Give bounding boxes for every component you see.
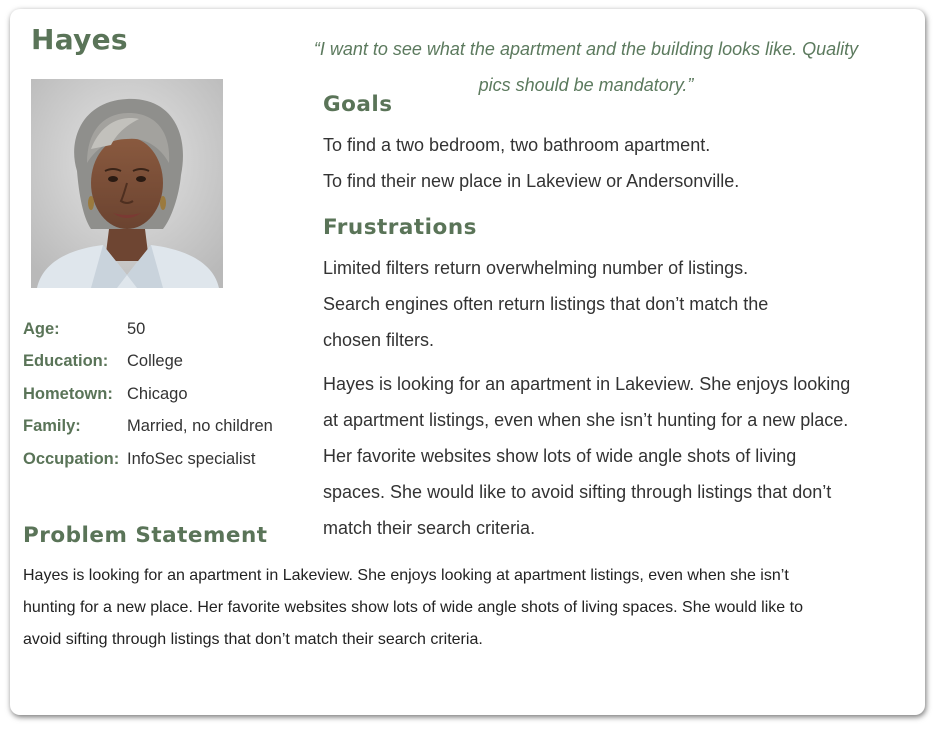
info-value: College: [127, 352, 183, 371]
info-value: InfoSec specialist: [127, 449, 256, 468]
problem-line: Hayes is looking for an apartment in Lakeview. She enjoys looking at apartment listings, even when she isn’t: [23, 567, 789, 584]
goals-heading: Goals: [323, 92, 393, 117]
quote-line: “I want to see what the apartment and the building looks like. Quality: [313, 39, 859, 59]
info-value: Chicago: [127, 384, 188, 403]
bio-line: match their search criteria.: [323, 518, 536, 538]
bio-line: spaces. She would like to avoid sifting through listings that don’t: [323, 482, 832, 502]
frustration-line: Search engines often return listings that don’t match the: [323, 294, 769, 314]
persona-card: [10, 9, 925, 715]
info-label: Hometown:: [23, 384, 113, 403]
info-value: Married, no children: [127, 417, 273, 436]
problem-statement-heading: Problem Statement: [23, 523, 268, 548]
persona-name: Hayes: [31, 23, 128, 56]
bio-line: Her favorite websites show lots of wide angle shots of living: [323, 446, 797, 466]
info-label: Family:: [23, 417, 81, 436]
persona-bio: [323, 366, 850, 546]
frustration-line: Limited filters return overwhelming number of listings.: [323, 258, 749, 278]
problem-line: avoid sifting through listings that don’t match their search criteria.: [23, 631, 483, 648]
frustrations-list: [323, 250, 768, 358]
info-label: Occupation:: [23, 449, 120, 468]
frustrations-heading: Frustrations: [323, 215, 477, 240]
bio-line: Hayes is looking for an apartment in Lakeview. She enjoys looking: [323, 374, 851, 394]
info-value: 50: [127, 319, 146, 338]
bio-line: at apartment listings, even when she isn’t hunting for a new place.: [323, 410, 849, 430]
info-label: Age:: [23, 319, 60, 338]
quote-line: pics should be mandatory.”: [478, 75, 694, 95]
info-row-hometown: [23, 378, 273, 411]
info-label: Education:: [23, 352, 109, 371]
goal-item: To find a two bedroom, two bathroom apartment.: [323, 135, 711, 155]
persona-info-list: [23, 313, 273, 476]
info-row-occupation: [23, 443, 273, 476]
persona-photo: [31, 79, 223, 288]
person-portrait-icon: [31, 79, 223, 288]
problem-statement-text: [23, 560, 803, 656]
problem-line: hunting for a new place. Her favorite websites show lots of wide angle shots of living spaces. She would like to: [23, 599, 803, 616]
goal-item: To find their new place in Lakeview or Andersonville.: [323, 171, 740, 191]
frustration-line: chosen filters.: [323, 330, 435, 350]
goals-list: [323, 127, 739, 199]
info-row-age: [23, 313, 273, 346]
info-row-family: [23, 411, 273, 444]
info-row-education: [23, 346, 273, 379]
